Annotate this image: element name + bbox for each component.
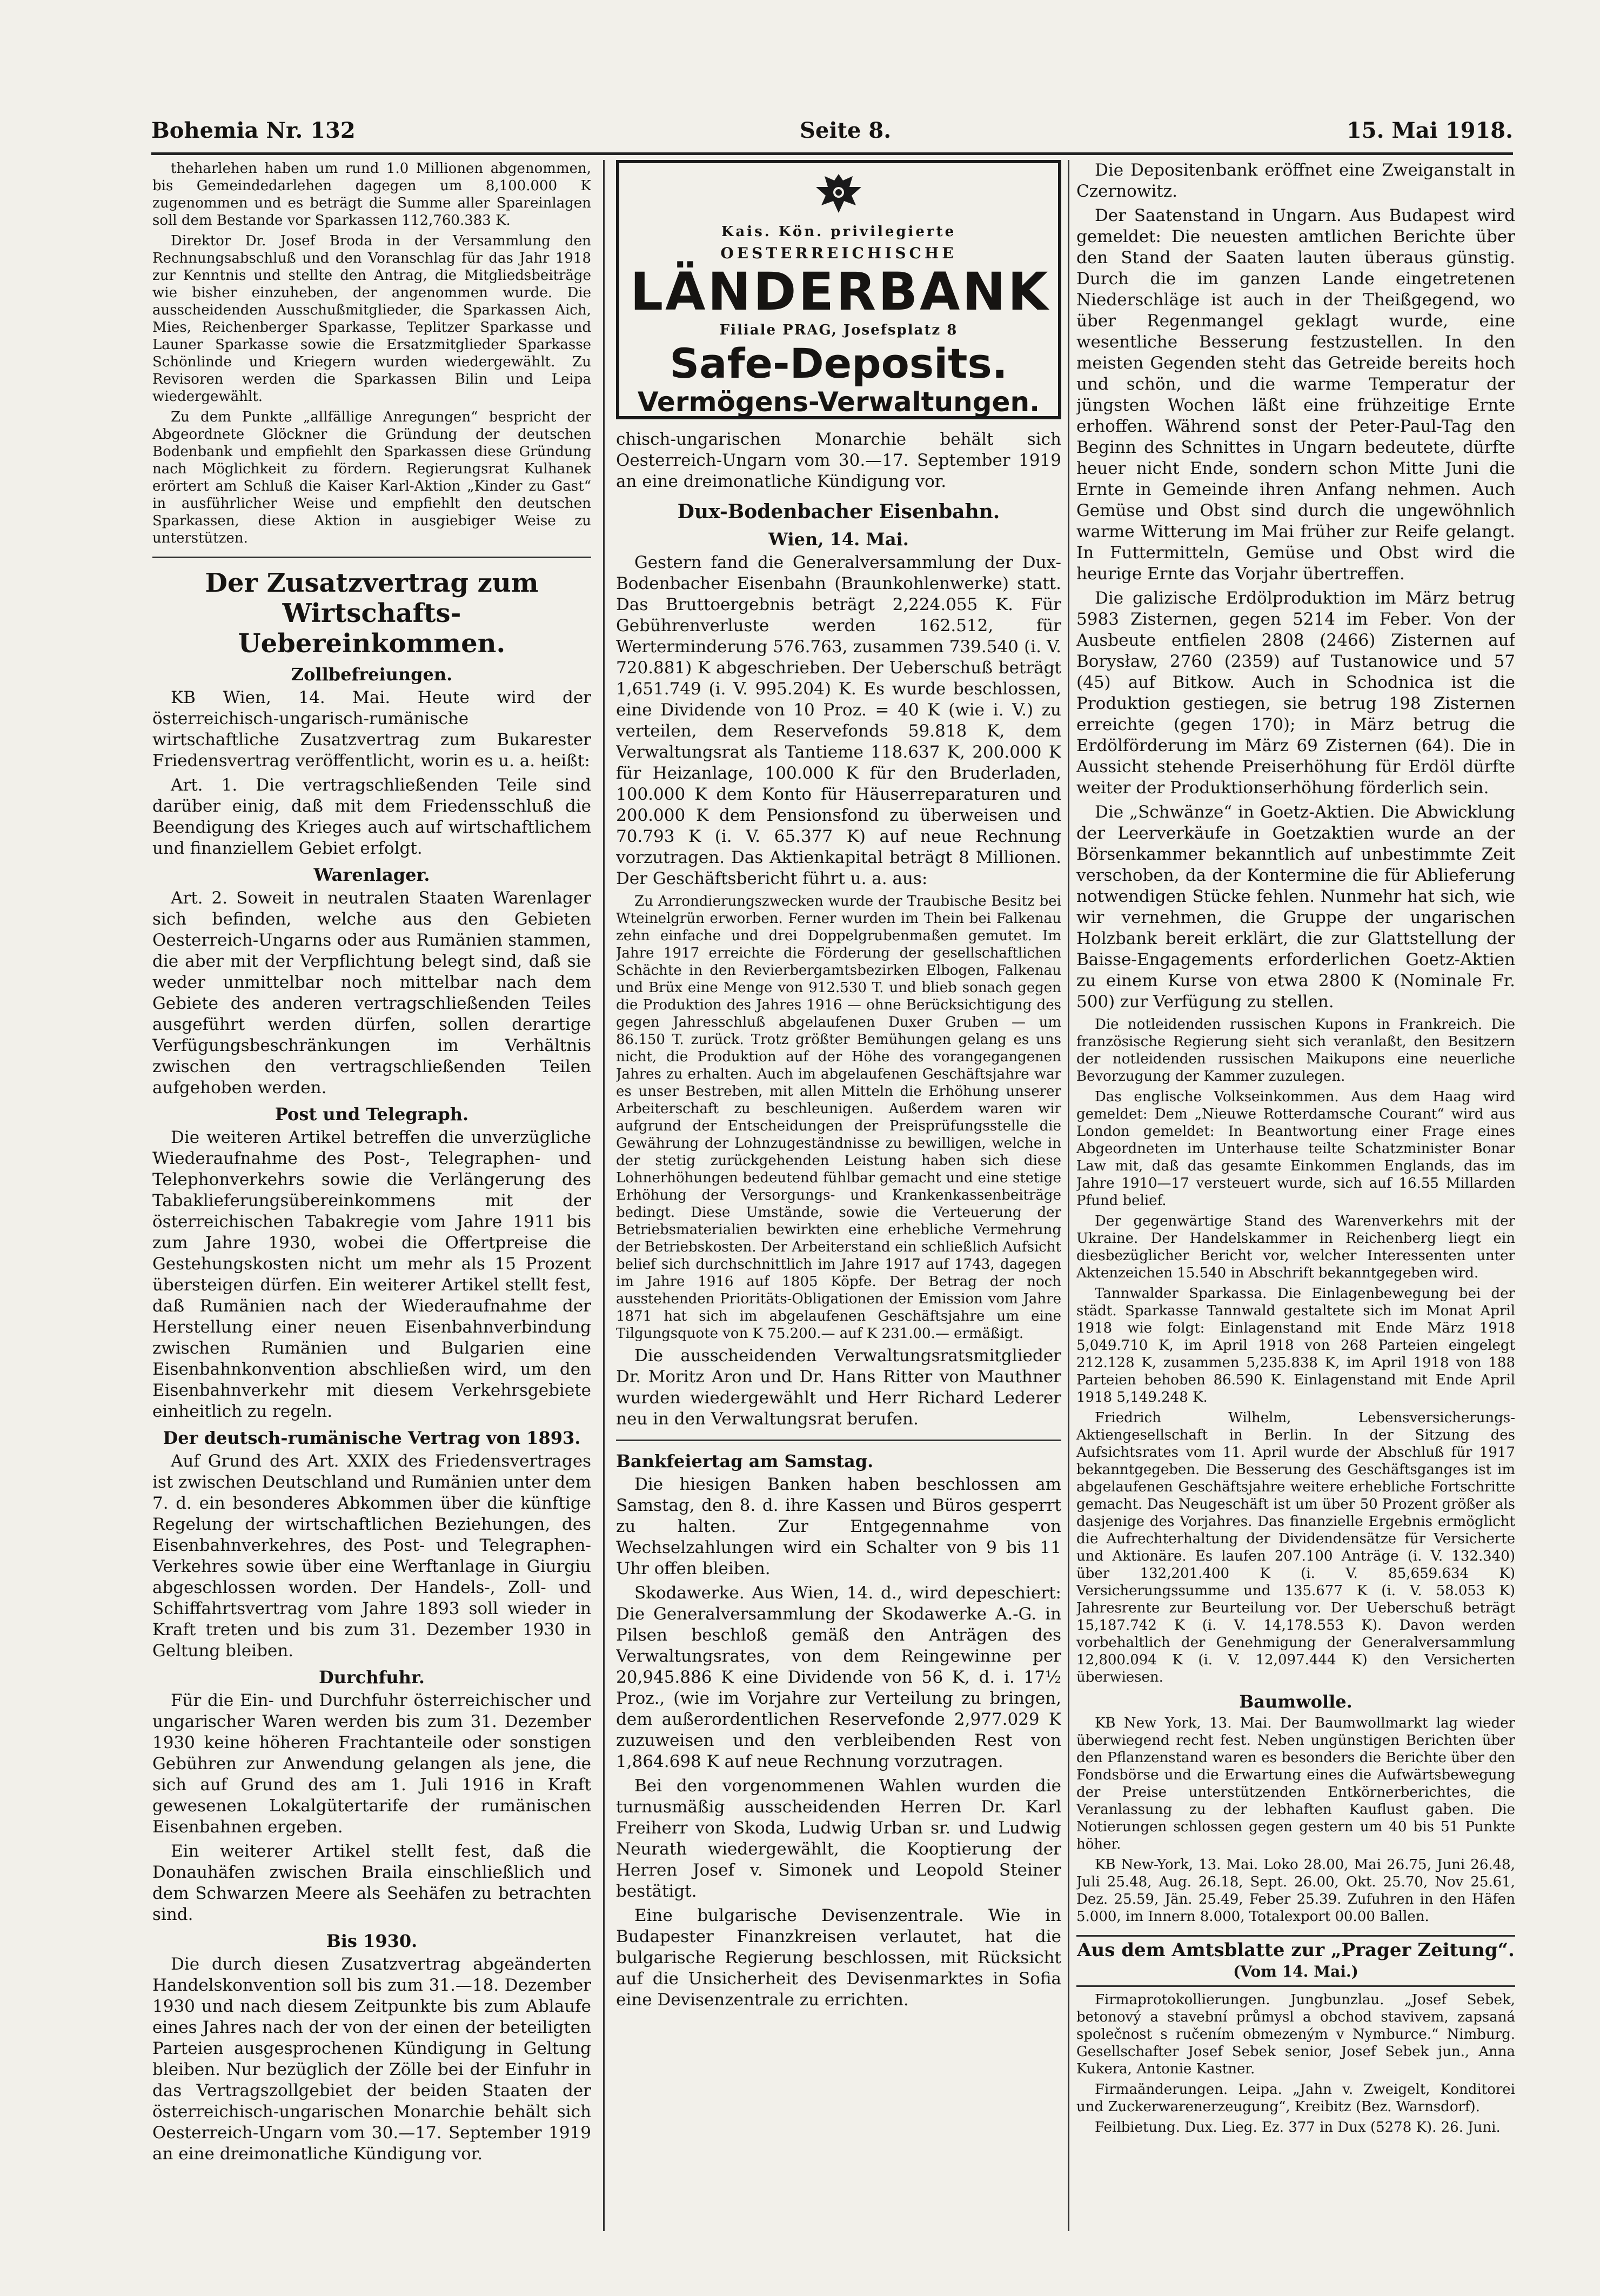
section-rule	[152, 557, 591, 558]
paragraph: Die weiteren Artikel betreffen die unverzügliche Wiederaufnahme des Post-, Telegraphen- und Telephonverkehrs sowie die Verlängerung des Tabaklieferungsübereinkommens mit der österreichischen Tabakregie vom Jahre 1911 bis zum Jahre 1930, wobei die Offertpreise die Gestehungskosten nicht um mehr als 15 Prozent übersteigen dürfen. Ein weiterer Artikel stellt fest, daß Rumänien nach der Wiederaufnahme der Herstellung einer neuen Eisenbahnverbindung zwischen Rumänien und Bulgarien eine Eisenbahnkonvention abschließen wird, um den Eisenbahnverkehr mit diesem Verkehrsgebiete einheitlich zu regeln.	[152, 1128, 591, 1421]
article-headline: Dux-Bodenbacher Eisenbahn.	[677, 500, 1000, 523]
dateline: Wien, 14. Mai.	[768, 529, 909, 550]
paragraph: Feilbietung. Dux. Lieg. Ez. 377 in Dux (5278 K). 26. Juni.	[1095, 2119, 1501, 2136]
subheading: Bankfeiertag am Samstag.	[616, 1451, 874, 1471]
paragraph: Gestern fand die Generalversammlung der Dux-Bodenbacher Eisenbahn (Braunkohlenwerke) statt. Das Bruttoergebnis beträgt 2,224.055 K. Für Gebührenverluste werden 162.512, für Werterminderung 576.763, zusammen 739.540 (i. V. 720.881) K abgeschrieben. Der Ueberschuß beträgt 1,651.749 (i. V. 995.204) K. Es wurde beschlossen, eine Dividende von 10 Proz. = 40 K (wie i. V.) zu verteilen, dem Reservefonds 59.818 K, dem Verwaltungsrat als Tantieme 118.637 K, 200.000 K für Heizanlage, 100.000 K für den Bruderladen, 100.000 K dem Konto für Häuserreparaturen und 200.000 K dem Pensionsfond zu überweisen und 70.793 K (i. V. 65.377 K) auf neue Rechnung vorzutragen. Das Aktienkapital beträgt 8 Millionen. Der Geschäftsbericht führt u. a. aus:	[616, 553, 1061, 888]
paragraph: Auf Grund des Art. XXIX des Friedensvertrages ist zwischen Deutschland und Rumänien unter dem 7. d. ein besonderes Abkommen über die künftige Regelung der wirtschaftlichen Beziehungen, des Eisenbahnverkehres, des Post- und Telegraphen-Verkehres sowie über eine Werftanlage in Giurgiu abgeschlossen worden. Der Handels-, Zoll- und Schiffahrtsvertrag vom Jahre 1893 soll wieder in Kraft treten und bis zum 31. Dezember 1930 in Geltung bleiben.	[152, 1451, 591, 1661]
masthead-issue: Bohemia Nr. 132	[151, 118, 356, 143]
paragraph: Firmaprotokollierungen. Jungbunzlau. „Josef Sebek, betonový a stavební průmysl a obchod stavivem, zapsaná společnost s ručením obmezeným v Nymburce.“ Nimburg. Gesellschafter Josef Sebek senior, Josef Sebek jun., Anna Kukera, Antonie Kastner.	[1076, 1992, 1515, 2077]
paragraph: KB New-York, 13. Mai. Loko 28.00, Mai 26.75, Juni 26.48, Juli 25.48, Aug. 26.18, Sept. 26.00, Okt. 25.70, Nov 25.61, Dez. 25.59, Jän. 25.49, Feber 25.39. Zufuhren in den Häfen 5.000, im Innern 8.000, Totalexport 00.00 Ballen.	[1076, 1857, 1515, 1925]
paragraph: Die durch diesen Zusatzvertrag abgeänderten Handelskonvention soll bis zum 31.—18. Dezember 1930 und nach diesem Zeitpunkte bis zum Ablaufe eines Jahres nach der von der einen der beteiligten Parteien ausgesprochenen Kündigung in Geltung bleiben. Nur bezüglich der Zölle bei der Einfuhr in das Vertragszollgebiet der beiden Staaten der österreichisch-ungarischen Monarchie behält sich Oesterreich-Ungarn vom 30.—17. September 1919 an eine dreimonatliche Kündigung vor.	[152, 1954, 591, 2164]
paragraph: Die notleidenden russischen Kupons in Frankreich. Die französische Regierung sieht sich veranlaßt, den Besitzern der notleidenden russischen Maikupons eine neuerliche Bevorzugung der Kammer zuzulegen.	[1076, 1016, 1515, 1085]
paragraph: Direktor Dr. Josef Broda in der Versammlung den Rechnungsabschluß und den Voranschlag für das Jahr 1918 zur Kenntnis und stellte den Antrag, die Mitgliedsbeiträge wie bisher einzuheben, der angenommen wurde. Die ausscheidenden Ausschußmitglieder, die Sparkassen Aich, Mies, Reichenberger Sparkasse, Teplitzer Sparkasse und Launer Sparkasse sowie die Ersatzmitglieder Sparkasse Schönlinde und Kriegern wurden wiedergewählt. Zu Revisoren werden die Sparkassen Bilin und Leipa wiedergewählt.	[152, 233, 591, 405]
subheading: Zollbefreiungen.	[291, 664, 453, 685]
ad-oesterreichische: OESTERREICHISCHE	[720, 244, 957, 262]
paragraph: Die Depositenbank eröffnet eine Zweiganstalt in Czernowitz.	[1076, 160, 1515, 201]
subheading: Baumwolle.	[1239, 1691, 1353, 1712]
paragraph: Firmaänderungen. Leipa. „Jahn v. Zweigelt, Konditorei und Zuckerwarenerzeugung“, Kreibitz (Bez. Warnsdorf).	[1076, 2081, 1515, 2115]
imperial-eagle-icon	[812, 171, 866, 216]
column-divider	[603, 160, 605, 2231]
header-rule	[151, 152, 1513, 155]
article-headline: Der Zusatzvertrag zum Wirtschafts-Uebereinkommen.	[205, 568, 539, 659]
paragraph: Skodawerke. Aus Wien, 14. d., wird depeschiert: Die Generalversammlung der Skodawerke A.-G. in Pilsen beschloß gemäß den Anträgen des Verwaltungsrates, von dem Reingewinne per 20,945.886 K eine Dividende von 56 K, d. i. 17½ Proz., (wie im Vorjahre zur Verteilung zu bringen, dem außerordentlichen Reservefonde 2,977.029 K zuzuweisen und den verbleibenden Rest von 1,864.698 K auf neue Rechnung vorzutragen.	[616, 1583, 1061, 1771]
paragraph: Zu dem Punkte „allfällige Anregungen“ bespricht der Abgeordnete Glöckner die Gründung der deutschen Bodenbank und empfiehlt den Sparkassen diese Gründung nach Möglichkeit zu fördern. Regierungsrat Kulhanek erörtert am Schluß die Kaiser Karl-Aktion „Kinder zu Gast“ in ausführlicher Weise und empfiehlt den deutschen Sparkassen, diese Aktion in ausgiebiger Weise zu unterstützen.	[152, 409, 591, 546]
paragraph: Tannwalder Sparkassa. Die Einlagenbewegung bei der städt. Sparkasse Tannwald gestaltete sich im Monat April 1918 wie folgt: Einlagenstand mit Ende März 1918 5,049.710 K, im April 1918 von 268 Parteien eingelegt 212.128 K, zusammen 5,235.838 K, im April 1918 von 188 Parteien behoben 86.590 K. Einlagenstand mit Ende April 1918 5,149.248 K.	[1076, 1286, 1515, 1405]
page-number: Seite 8.	[800, 118, 892, 143]
box-title: Aus dem Amtsblatte zur „Prager Zeitung“.	[1077, 1939, 1515, 1961]
paragraph: Die „Schwänze“ in Goetz-Aktien. Die Abwicklung der Leerverkäufe in Goetzaktien wurde an der Börsenkammer bekanntlich auf unbestimmte Zeit verschoben, da der Konterminе die für Ablieferung notwendigen Stücke fehlen. Nunmehr hat sich, wie wir vernehmen, die Gruppe der ungarischen Holzbank bereit erklärt, die zur Glattstellung der Baisse-Engagements erforderlichen Goetz-Aktien zu einem Kurse von etwa 2800 K (Nominale Fr. 500) zur Verfügung zu stellen.	[1076, 802, 1515, 1012]
paragraph: Friedrich Wilhelm, Lebensversicherungs-Aktiengesellschaft in Berlin. In der Sitzung des Aufsichtsrates vom 11. April wurde der Abschluß für 1917 bekanntgegeben. Die Besserung des Geschäftsganges ist im abgelaufenen Geschäftsjahre weitere erhebliche Fortschritte gemacht. Das Neugeschäft ist um über 50 Prozent größer als dasjenige des Vorjahres. Das finanzielle Ergebnis ermöglicht die Aufrechterhaltung der Dividendensätze für Versicherte und Aktionäre. Es laufen 207.100 Anträge (i. V. 132.340) über 132,201.400 K (i. V. 85,659.634 K) Versicherungssumme und 135.677 K (i. V. 58.053 K) Jahresrente zur Beurteilung vor. Der Ueberschuß beträgt 15,187.742 K (i. V. 14,178.553 K). Davon werden vorbehaltlich der Genehmigung der Generalversammlung 12,800.094 K (i. V. 12,097.444 K) den Versicherten überwiesen.	[1076, 1410, 1515, 1685]
laenderbank-advertisement	[616, 160, 1061, 419]
paragraph: Die hiesigen Banken haben beschlossen am Samstag, den 8. d. ihre Kassen und Büros gesperrt zu halten. Zur Entgegennahme von Wechselzahlungen wird ein Schalter von 9 bis 11 Uhr offen bleiben.	[616, 1475, 1061, 1578]
subheading: Der deutsch-rumänische Vertrag von 1893.	[163, 1428, 581, 1448]
paragraph: theharlehen haben um rund 1.0 Millionen abgenommen, bis Gemeindedarlehen dagegen um 8,100.000 K zugenommen und es beträgt die Summe aller Spareinlagen soll dem Bestande vor Sparkassen 112,760.383 K.	[152, 160, 591, 229]
paragraph: Der gegenwärtige Stand des Warenverkehrs mit der Ukraine. Der Handelskammer in Reichenberg liegt ein diesbezüglicher Bericht vor, welcher Interessenten unter Aktenzeichen 15.540 in Abschrift bekanntgegeben wird.	[1076, 1213, 1515, 1281]
paragraph: Zu Arrondierungszwecken wurde der Traubische Besitz bei Wteinelgrün erworben. Ferner wurden im Thein bei Falkenau zehn einfache und drei Doppelgrubenmaßen gemutet. Im Jahre 1917 erreichte die Förderung der gesellschaftlichen Schächte in den Revierbergamtsbezirken Elbogen, Falkenau und Brüx eine Menge von 912.530 T. und blieb sonach gegen die Produktion des Jahres 1916 — ohne Berücksichtigung des gegen Jahresschluß abgelaufenen Duxer Gruben — um 86.150 T. zurück. Trotz größter Bemühungen gelang es uns nicht, die Produktion auf der Höhe des vorangegangenen Jahres zu erhalten. Auch im abgelaufenen Geschäftsjahre war es unser Bestreben, mit allen Mitteln die Erhöhung unserer Arbeiterschaft zu beschleunigen. Außerdem waren wir aufgrund der Entscheidungen der Preisprüfungsstelle die Gewährung der Lohnzugeständnisse zu bewilligen, welche in der stetig zurückgehenden Leistung haben sich diese Lohnerhöhungen bedeutend fühlbar gemacht und eine stetige Erhöhung der Versorgungs- und Krankenkassenbeiträge bedingt. Diese Umstände, sowie die Verteuerung der Betriebsmaterialien bewirkten eine erhebliche Vermehrung der Betriebskosten. Der Arbeiterstand ein schließlich Aufsicht belief sich durchschnittlich im Jahre 1917 auf 1743, dagegen im Jahre 1916 auf 1805 Köpfe. Der Betrag der noch ausstehenden Prioritäts-Obligationen der Emission vom Jahre 1871 hat sich im abgelaufenen Geschäftsjahre um eine Tilgungsquote von K 75.200.— auf K 231.00.— ermäßigt.	[616, 893, 1061, 1342]
box-date: (Vom 14. Mai.)	[1233, 1963, 1358, 1980]
ad-branch-address: Filiale PRAG, Josefsplatz 8	[719, 322, 958, 338]
paragraph: Art. 2. Soweit in neutralen Staaten Warenlager sich befinden, welche aus den Gebieten Oesterreich-Ungarns oder aus Rumänien stammen, die aber mit der Verpflichtung belegt sind, daß sie weder unmittelbar noch mittelbar nach dem Gebiete des anderen vertragschließenden Teiles ausgeführt werden dürfen, sollen derartige Verfügungsbeschränkungen im Verhältnis zwischen den vertragschließenden Teilen aufgehoben werden.	[152, 888, 591, 1097]
subheading: Durchfuhr.	[319, 1667, 425, 1688]
paragraph: chisch-ungarischen Monarchie behält sich Oesterreich-Ungarn vom 30.—17. September 1919 an eine dreimonatliche Kündigung vor.	[616, 430, 1061, 491]
paragraph: KB Wien, 14. Mai. Heute wird der österreichisch-ungarisch-rumänische wirtschaftliche Zusatzvertrag zum Bukarester Friedensvertrag veröffentlicht, worin es u. a. heißt:	[152, 688, 591, 771]
subheading: Post und Telegraph.	[275, 1104, 469, 1124]
subheading: Bis 1930.	[326, 1931, 418, 1951]
paragraph: Für die Ein- und Durchfuhr österreichischer und ungarischer Waren werden bis zum 31. Dezember 1930 keine höheren Frachtanteile oder sonstigen Gebühren zur Anwendung gelangen als jene, die sich auf Grund des am 1. Juli 1916 in Kraft gewesenen Lokalgütertarife der rumänischen Eisenbahnen ergeben.	[152, 1691, 591, 1837]
column-3	[1076, 160, 1515, 2188]
paragraph: Das englische Volkseinkommen. Aus dem Haag wird gemeldet: Dem „Nieuwe Rotterdamsche Courant“ wird aus London gemeldet: In Beantwortung einer Frage eines Abgeordneten im Unterhause teilte Schatzminister Bonar Law mit, daß das gesamte Einkommen Englands, das im Jahre 1910—17 versteuert wurde, sich auf 16.55 Millarden Pfund belief.	[1076, 1089, 1515, 1209]
column-divider	[1068, 160, 1069, 2231]
ad-safe-deposits: Safe-Deposits.	[670, 339, 1008, 387]
issue-date: 15. Mai 1918.	[1346, 118, 1513, 143]
paragraph: KB New York, 13. Mai. Der Baumwollmarkt lag wieder überwiegend recht fest. Neben ungünstigen Berichten über den Pflanzenstand waren es besonders die Berichte über den Fondsbörse und die Erwartung eines die Aufwärtsbewegung der Preise unterstützenden Entkörnerberichtes, die Veranlassung zu der lebhaften Kauflust gaben. Die Notierungen schlossen gegen gestern um 40 bis 51 Punkte höher.	[1076, 1715, 1515, 1852]
paragraph: Eine bulgarische Devisenzentrale. Wie in Budapester Finanzkreisen verlautet, hat die bulgarische Regierung beschlossen, mit Rücksicht auf die Unsicherheit des Devisenmarktes in Sofia eine Devisenzentrale zu errichten.	[616, 1906, 1061, 2010]
ad-bank-name: LÄNDERBANK	[630, 262, 1050, 322]
paragraph: Die galizische Erdölproduktion im März betrug 5983 Zisternen, gegen 5214 im Feber. Von der Ausbeute entfielen 2808 (2466) Zisternen auf Borysław, 2760 (2359) auf Tustanowice und 57 (45) auf Bitkow. Auch in Schodnica ist die Produktion gestiegen, sie betrug 198 Zisternen erreichte (gegen 170); in März betrug die Erdölförderung im März 69 Zisternen (64). Die in Aussicht stehende Preiserhöhung für Erdöl dürfte weiter der Produktionserhöhung förderlich sein.	[1076, 588, 1515, 798]
page-header	[151, 118, 1513, 150]
paragraph: Ein weiterer Artikel stellt fest, daß die Donauhäfen zwischen Braila einschließlich und dem Schwarzen Meere als Seehäfen zu betrachten sind.	[152, 1842, 591, 1924]
official-gazette-heading	[1076, 1935, 1515, 1987]
ad-privileged-line: Kais. Kön. privilegierte	[721, 224, 956, 240]
paragraph: Bei den vorgenommenen Wahlen wurden die turnusmäßig ausscheidenden Herren Dr. Karl Freiherr von Skoda, Ludwig Urban sr. und Ludwig Neurath wiedergewählt, die Kooptierung der Herren Josef v. Simonek und Leopold Steiner bestätigt.	[616, 1776, 1061, 1901]
column-2	[616, 160, 1061, 2188]
section-rule	[616, 1440, 1061, 1441]
ad-asset-management: Vermögens-Verwaltungen.	[637, 386, 1040, 418]
column-1	[152, 160, 591, 2188]
paragraph: Der Saatenstand in Ungarn. Aus Budapest wird gemeldet: Die neuesten amtlichen Berichte über den Stand der Saaten lauten überaus günstig. Durch die im ganzen Lande eingetretenen Niederschläge ist auch in der Theißgegend, wo über Regenmangel geklagt wurde, eine wesentliche Besserung festzustellen. In den meisten Gegenden steht das Getreide bereits hoch und schön, und die warme Temperatur der jüngsten Wochen läßt eine frühzeitige Ernte erhoffen. Während sonst der Peter-Paul-Tag den Beginn des Schnittes in Ungarn bedeutete, dürfte heuer nicht Ende, sondern schon Mitte Juni die Ernte in Gemeinde ihren Anfang nehmen. Auch Gemüse und Obst sind durch die ungewöhnlich warme Witterung im Mai früher zur Reife gelangt. In Futtermitteln, Gemüse und Obst wird die heurige Ernte das Vorjahr übertreffen.	[1076, 206, 1515, 584]
paragraph: Die ausscheidenden Verwaltungsratsmitglieder Dr. Moritz Aron und Dr. Hans Ritter von Mauthner wurden wiedergewählt und Herr Richard Lederer neu in den Verwaltungsrat berufen.	[616, 1346, 1061, 1429]
paragraph: Art. 1. Die vertragschließenden Teile sind darüber einig, daß mit dem Friedensschluß die Beendigung des Krieges auch auf wirtschaftlichem und finanziellem Gebiet erfolgt.	[152, 775, 591, 858]
subheading: Warenlager.	[313, 865, 430, 885]
